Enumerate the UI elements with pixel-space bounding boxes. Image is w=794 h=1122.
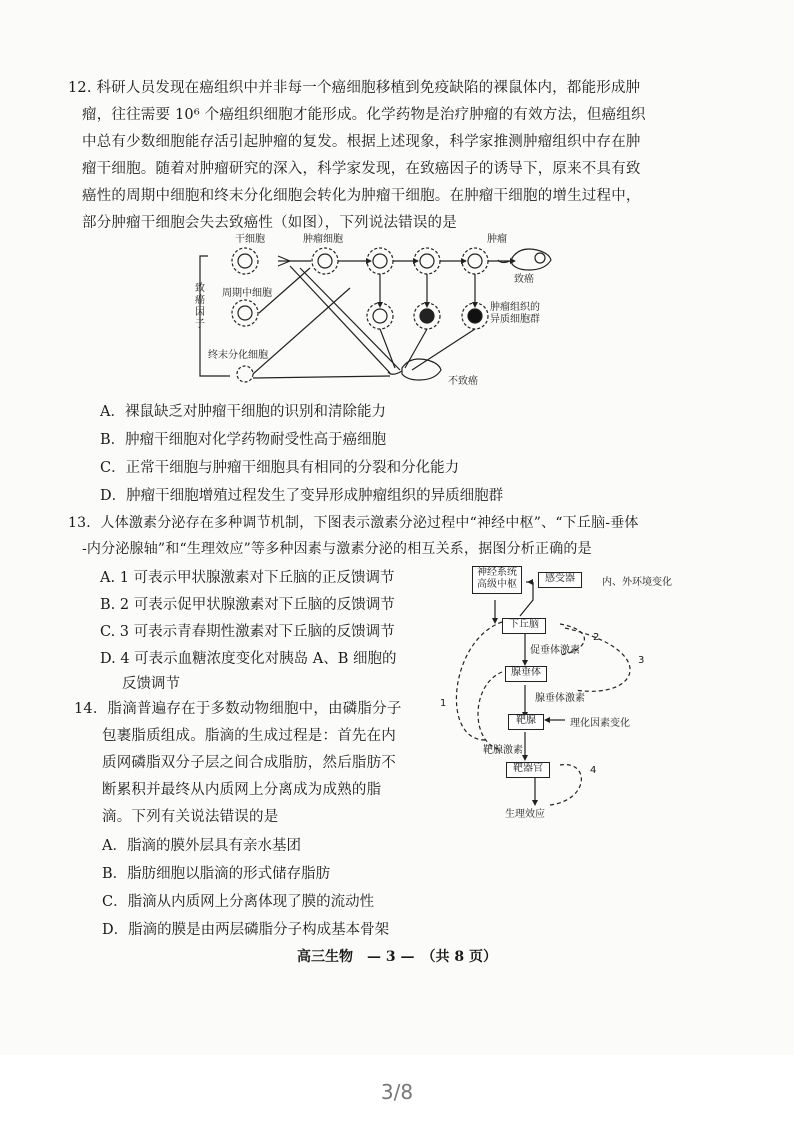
q14-option-a: A．脂滴的膜外层具有亲水基团 — [102, 838, 301, 854]
q14-option-d: D．脂滴的膜是由两层磷脂分子构成基本骨架 — [102, 922, 390, 938]
q14-line-2: 包裹脂质组成。脂滴的生成过程是：首先在内 — [102, 728, 396, 744]
q12-option-b: B．肿瘤干细胞对化学药物耐受性高于癌细胞 — [100, 432, 387, 448]
q14-line-1: 14．脂滴普遍存在于多数动物细胞中，由磷脂分子 — [74, 701, 402, 717]
label-carcinogen: 致 癌 因 子 — [195, 283, 205, 330]
q14-line-3: 质网磷脂双分子层之间合成脂肪，然后脂肪不 — [102, 755, 396, 771]
q12-line-4: 瘤干细胞。随着对肿瘤研究的深入，科学家发现，在致癌因子的诱导下，原来不具有致 — [82, 161, 641, 177]
q13-line-1: 13．人体激素分泌存在多种调节机制，下图表示激素分泌过程中“神经中枢”、“下丘脑-垂体 — [68, 515, 639, 531]
q14-line-5: 滴。下列有关说法错误的是 — [102, 809, 279, 825]
label-tumor-cell: 肿瘤细胞 — [303, 234, 343, 245]
label-n3: 3 — [638, 655, 645, 666]
q14-line-4: 断累积并最终从内质网上分离成为成熟的脂 — [102, 782, 382, 798]
label-n1: 1 — [440, 698, 447, 709]
label-tumor: 肿瘤 — [487, 234, 507, 245]
label-physchem-change: 理化因素变化 — [570, 718, 630, 729]
q13-option-b: B. 2 可表示促甲状腺激素对下丘脑的反馈调节 — [100, 597, 395, 613]
q13-option-d: D. 4 可表示血糖浓度变化对胰岛 A、B 细胞的 — [100, 651, 397, 667]
q13-option-a: A. 1 可表示甲状腺激素对下丘脑的正反馈调节 — [100, 570, 395, 586]
label-target-hormone: 靶腺激素 — [483, 745, 523, 756]
label-cycling-cell: 周期中细胞 — [222, 288, 272, 299]
box-receptor: 感受器 — [538, 572, 582, 588]
page-footer: 高三生物 — 3 — （共 8 页） — [297, 949, 497, 965]
label-no-cancer: 不致癌 — [448, 376, 478, 387]
box-target-organ: 靶器官 — [506, 762, 550, 778]
label-terminal-cell: 终末分化细胞 — [208, 350, 268, 361]
q13-option-d-cont: 反馈调节 — [122, 676, 180, 692]
label-stem-cell: 干细胞 — [235, 234, 265, 245]
q13-option-c: C. 3 可表示青春期性激素对下丘脑的反馈调节 — [100, 624, 395, 640]
q12-line-1: 12. 科研人员发现在癌组织中并非每一个癌细胞移植到免疫缺陷的裸鼠体内，都能形成肿 — [68, 80, 641, 96]
box-nerve-center: 神经系统 高级中枢 — [472, 566, 522, 594]
label-n2: 2 — [593, 632, 600, 643]
q13-line-2: -内分泌腺轴”和“生理效应”等多种因素与激素分泌的相互关系，据图分析正确的是 — [82, 541, 592, 557]
q12-option-d: D．肿瘤干细胞增殖过程发生了变异形成肿瘤组织的异质细胞群 — [100, 488, 504, 504]
q12-line-2: 瘤，往往需要 10⁶ 个癌组织细胞才能形成。化学药物是治疗肿瘤的有效方法，但癌组织 — [82, 107, 646, 123]
q14-option-c: C．脂滴从内质网上分离体现了膜的流动性 — [102, 894, 375, 910]
label-effect: 生理效应 — [505, 809, 545, 820]
label-cancer: 致癌 — [514, 274, 534, 285]
q12-option-c: C．正常干细胞与肿瘤干细胞具有相同的分裂和分化能力 — [100, 460, 460, 476]
box-pituitary: 腺垂体 — [505, 666, 547, 682]
q14-option-b: B．脂肪细胞以脂滴的形式储存脂肪 — [102, 866, 331, 882]
box-target-gland: 靶腺 — [508, 714, 544, 730]
label-heterogeneous: 肿瘤组织的 异质细胞群 — [490, 302, 540, 325]
q12-line-6: 部分肿瘤干细胞会失去致癌性（如图），下列说法错误的是 — [82, 215, 457, 231]
q12-line-5: 癌性的周期中细胞和终末分化细胞会转化为肿瘤干细胞。在肿瘤干细胞的增生过程中， — [82, 188, 641, 204]
box-hypothalamus: 下丘脑 — [502, 618, 546, 634]
label-env-change: 内、外环境变化 — [602, 577, 672, 588]
q12-option-a: A．裸鼠缺乏对肿瘤干细胞的识别和清除能力 — [100, 404, 386, 420]
label-n4: 4 — [590, 765, 597, 776]
label-tropic-hormone: 腺垂体激素 — [535, 693, 585, 704]
label-releasing-hormone: 促垂体激素 — [530, 645, 580, 656]
q12-line-3: 中总有少数细胞能存活引起肿瘤的复发。根据上述现象，科学家推测肿瘤组织中存在肿 — [82, 134, 641, 150]
page-indicator: 3/8 — [380, 1080, 414, 1104]
